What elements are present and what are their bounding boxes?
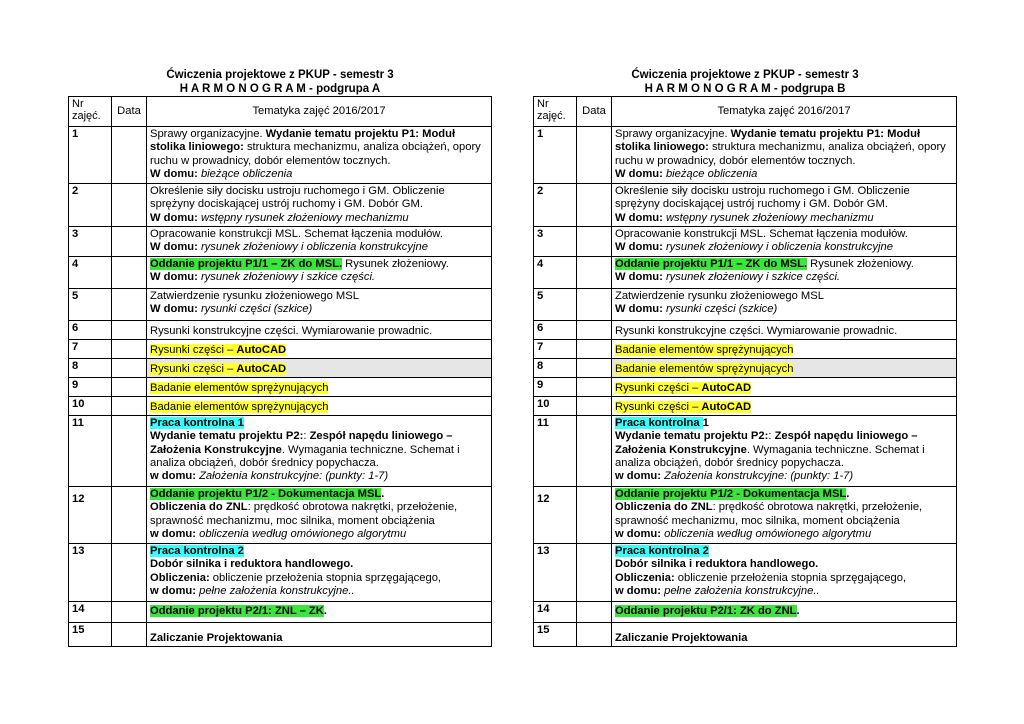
row-topic [147, 359, 492, 378]
panel-title-line1: Ćwiczenia projektowe z PKUP - semestr 3 [166, 69, 394, 81]
row-date [112, 416, 147, 487]
row-topic: Opracowanie konstrukcji MSL. Schemat łączenia modułów. W domu: rysunek złożeniowy i obliczenia konstrukcyjne [147, 227, 492, 257]
table-row [69, 340, 492, 359]
table-row [534, 340, 957, 359]
row-date [577, 623, 612, 647]
row-date [577, 416, 612, 487]
table-row [534, 397, 957, 416]
row-topic: Opracowanie konstrukcji MSL. Schemat łączenia modułów. W domu: rysunek złożeniowy i obliczenia konstrukcyjne [612, 227, 957, 257]
highlight-yellow: Badanie elementów sprężynujących [615, 343, 794, 356]
table-row [69, 416, 492, 487]
row-number: 9 [534, 378, 577, 397]
table-row [69, 227, 492, 257]
table-row [69, 321, 492, 340]
header-date: Data [112, 97, 147, 127]
row-number: 8 [534, 359, 577, 378]
table-header-row [69, 97, 492, 127]
table-row [69, 127, 492, 184]
row-number: 5 [534, 289, 577, 321]
table-row [69, 397, 492, 416]
row-number: 2 [69, 184, 112, 227]
panel-title-line1: Ćwiczenia projektowe z PKUP - semestr 3 [631, 69, 859, 81]
panel-title-line2: H A R M O N O G R A M - podgrupa B [644, 83, 846, 95]
row-date [577, 602, 612, 623]
table-row [534, 359, 957, 378]
row-topic: Praca kontrolna 1 Wydanie tematu projektu P2:: Zespół napędu liniowego – Założenia Konstrukcyjne. Wymagania techniczne. Schemat i analiza obciążeń, dobór średnicy popychacza. w domu: Założenia konstrukcyjne: (punkty: 1-7) [147, 416, 492, 487]
row-topic: Sprawy organizacyjne. Wydanie tematu projektu P1: Moduł stolika liniowego: struktura mechanizmu, analiza obciążeń, opory ruchu w prowadnicy, dobór elementów tocznych. W domu: bieżące obliczenia [612, 127, 957, 184]
highlight-cyan: Praca kontrolna [615, 417, 703, 429]
highlight-yellow: Rysunki części – AutoCAD [615, 400, 752, 413]
row-date [112, 544, 147, 602]
header-nr: Nr zajęć. [69, 97, 112, 127]
row-topic: Praca kontrolna 1 Wydanie tematu projektu P2:: Zespół napędu liniowego – Założenia Konstrukcyjne. Wymagania techniczne. Schemat i analiza obciążeń, dobór średnicy popychacza. w domu: Założenia konstrukcyjne: (punkty: 1-7) [612, 416, 957, 487]
row-topic: Oddanie projektu P1/2 - Dokumentacja MSL. Obliczenia do ZNL: prędkość obrotowa nakrętki, przełożenie, sprawność mechanizmu, moc silnika, moment obciążenia w domu: obliczenia według omówionego algorytmu [147, 487, 492, 544]
panel-title [68, 68, 492, 96]
schedule-table [533, 96, 957, 647]
row-date [112, 397, 147, 416]
table-row [534, 487, 957, 544]
row-number: 4 [69, 257, 112, 289]
header-topic: Tematyka zajęć 2016/2017 [612, 97, 957, 127]
highlight-cyan: Praca kontrolna 1 [150, 417, 244, 429]
highlight-yellow: Rysunki części – AutoCAD [615, 381, 752, 394]
table-row [69, 359, 492, 378]
row-date [577, 340, 612, 359]
row-date [577, 184, 612, 227]
row-number: 1 [534, 127, 577, 184]
row-date [112, 184, 147, 227]
row-topic: Praca kontrolna 2 Dobór silnika i reduktora handlowego. Obliczenia: obliczenie przełożenia stopnia sprzęgającego, w domu: pełne założenia konstrukcyjne.. [612, 544, 957, 602]
row-topic: Sprawy organizacyjne. Wydanie tematu projektu P1: Moduł stolika liniowego: struktura mechanizmu, analiza obciążeń, opory ruchu w prowadnicy, dobór elementów tocznych. W domu: bieżące obliczenia [147, 127, 492, 184]
row-date [577, 544, 612, 602]
row-number: 15 [69, 623, 112, 647]
table-row [534, 544, 957, 602]
table-row [534, 378, 957, 397]
row-number: 14 [69, 602, 112, 623]
row-number: 14 [534, 602, 577, 623]
highlight-cyan: Praca kontrolna 2 [615, 545, 709, 557]
highlight-green: Oddanie projektu P1/2 - Dokumentacja MSL [615, 488, 847, 500]
row-number: 15 [534, 623, 577, 647]
table-row [69, 487, 492, 544]
row-number: 10 [534, 397, 577, 416]
highlight-green: Oddanie projektu P2/1: ZK do ZNL [615, 605, 797, 618]
table-row [534, 289, 957, 321]
table-row [534, 416, 957, 487]
row-topic: Zatwierdzenie rysunku złożeniowego MSL W domu: rysunki części (szkice) [612, 289, 957, 321]
table-row [69, 623, 492, 647]
highlight-yellow: Badanie elementów sprężynujących [150, 400, 329, 413]
row-topic: Oddanie projektu P2/1: ZK do ZNL. [612, 602, 957, 623]
row-topic: Oddanie projektu P1/1 – ZK do MSL. Rysunek złożeniowy. W domu: rysunek złożeniowy i szkice części. [612, 257, 957, 289]
row-number: 12 [534, 487, 577, 544]
highlight-green: Oddanie projektu P1/1 – ZK do MSL. [150, 258, 343, 270]
row-date [112, 289, 147, 321]
row-number: 11 [534, 416, 577, 487]
row-topic: Rysunki konstrukcyjne części. Wymiarowanie prowadnic. [612, 321, 957, 340]
row-number: 3 [534, 227, 577, 257]
table-row [534, 321, 957, 340]
row-date [577, 321, 612, 340]
row-number: 11 [69, 416, 112, 487]
row-date [577, 257, 612, 289]
row-date [112, 340, 147, 359]
row-number: 6 [534, 321, 577, 340]
row-number: 8 [69, 359, 112, 378]
row-date [577, 378, 612, 397]
row-topic: Zaliczanie Projektowania [612, 623, 957, 647]
row-date [112, 321, 147, 340]
row-topic [147, 340, 492, 359]
row-date [112, 602, 147, 623]
row-date [577, 487, 612, 544]
schedule-table [68, 96, 492, 647]
row-date [577, 227, 612, 257]
row-topic [147, 378, 492, 397]
header-topic: Tematyka zajęć 2016/2017 [147, 97, 492, 127]
highlight-cyan: Praca kontrolna 2 [150, 545, 244, 557]
row-topic: Oddanie projektu P1/2 - Dokumentacja MSL. Obliczenia do ZNL: prędkość obrotowa nakrętki, przełożenie, sprawność mechanizmu, moc silnika, moment obciążenia w domu: obliczenia według omówionego algorytmu [612, 487, 957, 544]
row-topic: Określenie siły docisku ustroju ruchomego i GM. Obliczenie sprężyny dociskającej ustrój ruchomy i GM. Dobór GM. W domu: wstępny rysunek złożeniowy mechanizmu [147, 184, 492, 227]
schedule-panel-b [533, 68, 957, 647]
table-row [69, 544, 492, 602]
row-topic [147, 397, 492, 416]
highlight-green: Oddanie projektu P2/1: ZNL – ZK [150, 605, 324, 618]
row-number: 7 [534, 340, 577, 359]
row-number: 10 [69, 397, 112, 416]
table-header-row [534, 97, 957, 127]
panel-title-line2: H A R M O N O G R A M - podgrupa A [179, 83, 381, 95]
row-date [112, 623, 147, 647]
highlight-green: Oddanie projektu P1/2 - Dokumentacja MSL [150, 488, 382, 500]
row-date [577, 127, 612, 184]
row-topic: Rysunki konstrukcyjne części. Wymiarowanie prowadnic. [147, 321, 492, 340]
row-topic: Zaliczanie Projektowania [147, 623, 492, 647]
row-number: 2 [534, 184, 577, 227]
row-number: 1 [69, 127, 112, 184]
row-number: 13 [69, 544, 112, 602]
row-number: 3 [69, 227, 112, 257]
row-date [112, 257, 147, 289]
highlight-yellow: Rysunki części – AutoCAD [150, 362, 287, 375]
header-nr: Nr zajęć. [534, 97, 577, 127]
table-row [534, 257, 957, 289]
schedule-panel-a [68, 68, 492, 647]
row-number: 6 [69, 321, 112, 340]
row-date [577, 359, 612, 378]
table-row [69, 184, 492, 227]
row-number: 13 [534, 544, 577, 602]
row-topic [612, 340, 957, 359]
row-topic [612, 378, 957, 397]
panel-title [533, 68, 957, 96]
row-topic: Oddanie projektu P1/1 – ZK do MSL. Rysunek złożeniowy. W domu: rysunek złożeniowy i szkice części. [147, 257, 492, 289]
table-row [534, 623, 957, 647]
table-row [534, 184, 957, 227]
table-row [534, 602, 957, 623]
row-topic: Praca kontrolna 2 Dobór silnika i reduktora handlowego. Obliczenia: obliczenie przełożenia stopnia sprzęgającego, w domu: pełne założenia konstrukcyjne.. [147, 544, 492, 602]
highlight-green: Oddanie projektu P1/1 – ZK do MSL. [615, 258, 808, 270]
header-date: Data [577, 97, 612, 127]
highlight-yellow: Badanie elementów sprężynujących [615, 362, 794, 375]
highlight-yellow: Badanie elementów sprężynujących [150, 381, 329, 394]
row-topic: Określenie siły docisku ustroju ruchomego i GM. Obliczenie sprężyny dociskającej ustrój ruchomy i GM. Dobór GM. W domu: wstępny rysunek złożeniowy mechanizmu [612, 184, 957, 227]
table-row [69, 378, 492, 397]
table-row [534, 127, 957, 184]
highlight-yellow: Rysunki części – AutoCAD [150, 343, 287, 356]
row-topic [612, 397, 957, 416]
row-number: 4 [534, 257, 577, 289]
row-date [112, 227, 147, 257]
row-number: 5 [69, 289, 112, 321]
row-number: 9 [69, 378, 112, 397]
table-row [69, 602, 492, 623]
row-topic: Zatwierdzenie rysunku złożeniowego MSL W domu: rysunki części (szkice) [147, 289, 492, 321]
row-topic: Oddanie projektu P2/1: ZNL – ZK. [147, 602, 492, 623]
table-row [69, 257, 492, 289]
row-date [112, 487, 147, 544]
row-date [577, 397, 612, 416]
row-number: 7 [69, 340, 112, 359]
row-date [112, 127, 147, 184]
row-date [112, 378, 147, 397]
table-row [534, 227, 957, 257]
row-date [577, 289, 612, 321]
row-date [112, 359, 147, 378]
row-number: 12 [69, 487, 112, 544]
table-row [69, 289, 492, 321]
row-topic [612, 359, 957, 378]
